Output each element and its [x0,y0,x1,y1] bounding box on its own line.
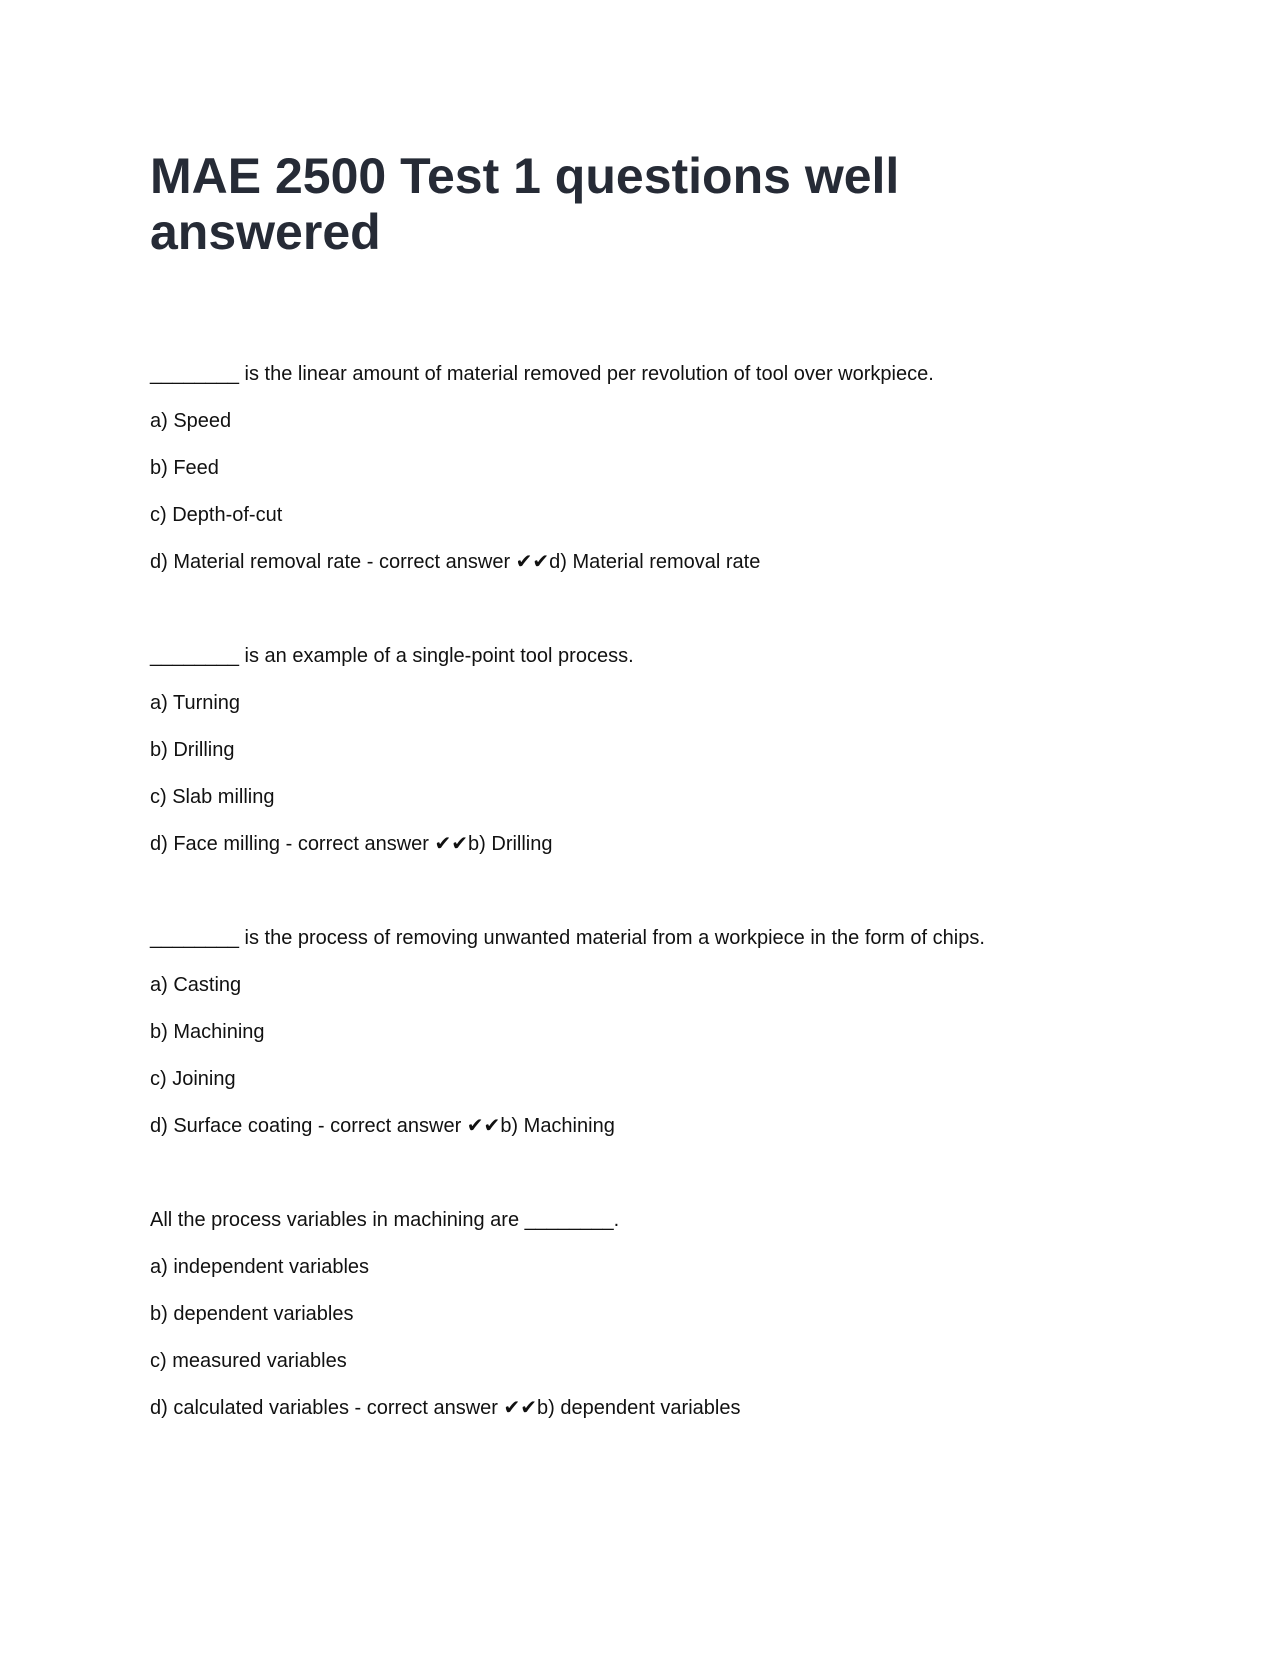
option-b: b) Drilling [150,739,235,761]
option-b: b) Feed [150,457,219,479]
question-prompt: ________ is the linear amount of material removed per revolution of tool over workpiece. [150,363,934,385]
question-3 [150,926,1150,1161]
option-c: c) Depth-of-cut [150,504,283,526]
document-title: MAE 2500 Test 1 questions well answered [150,148,900,260]
option-b: b) dependent variables [150,1303,354,1325]
option-a: a) Casting [150,974,242,996]
question-prompt: ________ is the process of removing unwanted material from a workpiece in the form of chips. [150,927,985,949]
option-c: c) Joining [150,1068,236,1090]
option-a: a) independent variables [150,1256,370,1278]
question-1 [150,362,1150,597]
option-b: b) Machining [150,1021,265,1043]
question-prompt: ________ is an example of a single-point tool process. [150,645,634,667]
option-a: a) Turning [150,692,241,714]
question-prompt: All the process variables in machining are ________. [150,1209,620,1231]
option-c: c) Slab milling [150,786,275,808]
option-d-with-answer: d) calculated variables - correct answer ✔✔b) dependent variables [150,1397,741,1419]
option-c: c) measured variables [150,1350,347,1372]
option-d-with-answer: d) Material removal rate - correct answer ✔✔d) Material removal rate [150,551,761,573]
option-a: a) Speed [150,410,232,432]
option-d-with-answer: d) Face milling - correct answer ✔✔b) Drilling [150,833,553,855]
question-4 [150,1208,1150,1443]
question-2 [150,644,1150,879]
option-d-with-answer: d) Surface coating - correct answer ✔✔b) Machining [150,1115,615,1137]
